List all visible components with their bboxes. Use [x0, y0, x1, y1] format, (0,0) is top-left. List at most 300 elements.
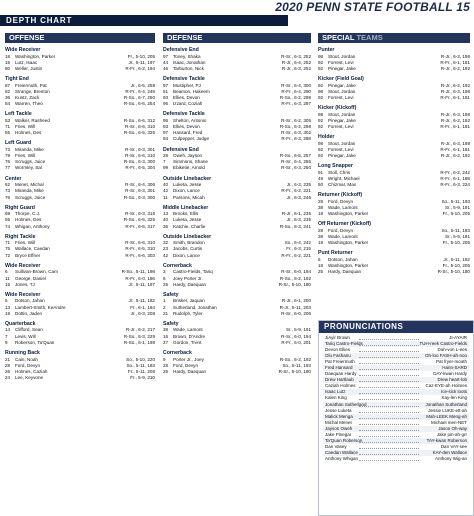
player-name: Devon Ellies — [325, 347, 351, 353]
player-class-size: R-Jr., 6-2, 192 — [440, 65, 470, 71]
jersey-number: 6 — [5, 269, 8, 275]
pronunciations-list — [319, 333, 473, 462]
jersey-number: 77 — [5, 165, 11, 171]
position-title: Cornerback — [163, 262, 192, 269]
pronunciation: Jason Oh-way — [438, 425, 467, 431]
player-class-size: So., 5-11, 193 — [441, 227, 470, 233]
player-class-size: R-Fr., 6-4, 249 — [125, 88, 155, 94]
player-name: Shelton, Antonio — [173, 117, 207, 123]
player-name: Pinegar, Jake — [328, 65, 356, 71]
player-name: Holmes, Des — [15, 130, 42, 136]
player-name: Walker, Rasheed — [15, 117, 50, 123]
player-name: Kalen King — [325, 395, 347, 401]
jersey-number: 26 — [5, 368, 11, 374]
jersey-number: 76 — [5, 159, 11, 165]
player-class-size: R-So., 6-5, 257 — [279, 153, 311, 159]
player-name: Washington, Parker — [328, 263, 369, 269]
player-class-size: R-Jr., 6-3, 252 — [281, 65, 311, 71]
player-class-size: R-Fr., 6-3, 224 — [440, 182, 470, 188]
offense-column — [5, 33, 155, 381]
player-name: Forrest, Levi — [328, 94, 354, 100]
jersey-number: 28 — [318, 198, 324, 204]
player-name: Ford, Devyn — [173, 362, 199, 368]
player-name: Culpepper, Judge — [173, 136, 210, 142]
pronunciation: Jonathan Sutherland — [425, 401, 467, 407]
jersey-number: 14 — [5, 327, 11, 333]
jersey-number: 11 — [163, 194, 168, 200]
player-row — [163, 282, 311, 288]
jersey-number: 42 — [163, 188, 169, 194]
jersey-number: 91 — [318, 169, 324, 175]
player-row — [5, 311, 155, 317]
dot-leader — [359, 402, 419, 407]
dot-leader — [359, 414, 419, 419]
player-name: Ellies, Devon — [173, 124, 200, 129]
dot-leader — [359, 353, 419, 358]
player-row — [5, 195, 155, 201]
jersey-number: 74 — [5, 223, 11, 229]
player-name: Ellies, Devon — [173, 94, 200, 100]
jersey-number: 95 — [163, 117, 169, 123]
player-name: Holmes, Caziah — [15, 368, 48, 374]
player-name: Pinegar, Jake — [328, 82, 356, 88]
pronunciation: Kay-len King — [441, 395, 467, 401]
player-class-size: Jr., 6-5, 258 — [130, 82, 155, 88]
dot-leader — [359, 389, 419, 394]
position-group — [163, 47, 311, 72]
player-row — [5, 165, 155, 171]
player-name: Kuntz, Zack — [15, 94, 40, 100]
jersey-number: 72 — [5, 252, 11, 258]
player-name: Wallace, Caedan — [15, 246, 50, 252]
jersey-number: 53 — [5, 117, 11, 123]
player-class-size: R-So., 6-2, 298 — [279, 124, 311, 129]
player-class-size: Fr., 6-3, 215 — [286, 246, 311, 252]
position-group — [5, 350, 155, 381]
position-group — [318, 163, 470, 188]
player-name: Washington, Parker — [328, 240, 369, 246]
player-name: Jones, TJ — [15, 281, 35, 287]
player-class-size: R-Sr., 6-0, 194 — [281, 269, 311, 275]
player-class-size: R-Sr., 5-10, 180 — [278, 368, 311, 374]
player-class-size: R-Sr., 6-3, 316 — [125, 211, 155, 217]
jersey-number: 50 — [318, 182, 324, 188]
player-class-size: R-Sr., 6-3, 252 — [281, 53, 311, 59]
player-name: Pinegar, Jake — [328, 117, 356, 123]
player-name: Sutherland, Jonathan — [173, 304, 217, 310]
dot-leader — [359, 341, 419, 346]
position-group — [318, 250, 470, 275]
player-class-size: R-Fr., 6-1, 181 — [440, 94, 470, 100]
player-class-size: R-So., 6-3, 241 — [279, 223, 311, 229]
player-class-size: R-Sr., 6-4, 306 — [125, 182, 155, 188]
player-name: Jake Pinegar — [325, 431, 352, 437]
player-row — [5, 224, 155, 230]
player-name: Cain, Noah — [15, 356, 38, 362]
player-class-size: Jr., 6-3, 246 — [286, 194, 311, 200]
player-name: Forrest, Levi — [328, 146, 354, 152]
jersey-number: 97 — [163, 82, 169, 88]
player-class-size: R-Sr., 6-3, 302 — [281, 130, 311, 136]
jersey-number: 92 — [318, 94, 324, 100]
dot-leader — [359, 438, 419, 443]
jersey-number: 55 — [5, 130, 11, 136]
player-class-size: R-Fr., 6-2, 221 — [281, 252, 311, 258]
player-name: Isaac Lutz — [325, 389, 346, 395]
player-class-size: R-Jr., 6-1, 200 — [281, 298, 311, 304]
position-group — [5, 111, 155, 136]
pronunciations-header: PRONUNCIATIONS — [319, 321, 473, 333]
jersey-number: 80 — [5, 65, 11, 71]
dot-leader — [359, 456, 419, 461]
pronunciation: TUH-reek Castro-Fields — [419, 341, 467, 347]
player-class-size: R-So., 5-11, 198 — [121, 269, 155, 275]
jersey-number: 9 — [5, 339, 8, 345]
player-class-size: Sr., 5-9, 191 — [444, 234, 470, 240]
position-group — [5, 76, 155, 107]
player-class-size: R-Fr., 6-0, 201 — [281, 339, 311, 345]
dot-leader — [359, 347, 419, 352]
player-name: Miranda, Mike — [15, 188, 44, 194]
player-class-size: R-So., 6-5, 325 — [123, 217, 155, 223]
player-name: Freiermuth, Pat — [15, 82, 47, 88]
player-name: Isaac, Jonathan — [173, 59, 206, 65]
jersey-number: 1 — [163, 298, 166, 304]
player-name: Sullivan-Brown, Cam — [15, 269, 58, 275]
jersey-number: 92 — [318, 59, 324, 65]
player-name: Chizmar, Max — [328, 182, 357, 188]
player-class-size: R-Sr., 6-6, 310 — [125, 124, 155, 129]
player-name: Dixon, Lance — [173, 188, 200, 194]
jersey-number: 93 — [163, 124, 169, 129]
player-name: Forrest, Levi — [328, 59, 354, 65]
position-title: Defensive End — [163, 146, 199, 153]
jersey-number: 7 — [163, 159, 166, 165]
position-group — [163, 76, 311, 107]
player-row — [163, 195, 311, 201]
jersey-number: 13 — [5, 304, 11, 310]
jersey-number: 18 — [318, 263, 324, 269]
player-name: Fries, Will — [15, 124, 36, 129]
jersey-number: 98 — [318, 53, 324, 59]
player-class-size: R-So., 6-6, 312 — [123, 117, 155, 123]
player-name: Jacobs, Curtis — [173, 246, 203, 252]
player-row — [318, 95, 470, 101]
player-class-size: R-Sr., 6-0, 206 — [281, 310, 311, 316]
jersey-number: 51 — [163, 88, 169, 94]
player-name: Whigan, Anthony — [15, 223, 50, 229]
dot-leader — [359, 426, 419, 431]
position-group — [5, 47, 155, 72]
depth-chart-banner — [0, 15, 288, 26]
position-group — [163, 234, 311, 259]
page-title: 2020 PENN STATE FOOTBALL 15 — [275, 0, 470, 14]
position-title: Defensive End — [163, 47, 199, 53]
position-title: Cornerback — [163, 350, 192, 356]
defense-header: DEFENSE — [163, 33, 311, 43]
player-name: Roberson, Ta'Quan — [15, 339, 55, 345]
jersey-number: 25 — [318, 269, 324, 275]
player-name: Wade, Lamont — [328, 205, 358, 210]
player-row — [5, 282, 155, 288]
player-name: Scruggs, Juice — [15, 159, 46, 165]
player-class-size: R-Fr., 6-1, 181 — [440, 146, 470, 152]
position-title: Outside Linebacker — [163, 233, 212, 240]
player-class-size: So., 5-10, 220 — [126, 356, 155, 362]
pronunciations-box — [318, 320, 474, 516]
player-name: Holmes, Des — [15, 217, 42, 223]
player-class-size: R-Jr., 6-1, 235 — [281, 211, 311, 217]
player-name: Dottin, Jaden — [15, 310, 43, 316]
player-name: Wright, Michael — [328, 175, 360, 181]
position-title: Running Back — [5, 350, 40, 356]
player-class-size: R-Sr., 6-6, 310 — [125, 240, 155, 246]
position-group — [5, 263, 155, 288]
jersey-number: 73 — [5, 188, 11, 194]
player-row — [5, 340, 155, 346]
jersey-number: 13 — [163, 211, 169, 217]
jersey-number: 87 — [5, 82, 11, 88]
jersey-number: 15 — [5, 281, 11, 287]
position-title: Right Tackle — [5, 233, 36, 240]
jersey-number: 28 — [318, 227, 324, 233]
position-title: Right Guard — [5, 204, 35, 211]
player-name: Stout, Jordan — [328, 53, 356, 59]
player-name: Ford, Devyn — [328, 227, 354, 233]
jersey-number: 69 — [5, 211, 11, 217]
position-group — [5, 176, 155, 201]
player-name: Lambert-Smith, KeAndre — [15, 304, 66, 310]
pronunciation: Drew heart-lob — [437, 377, 467, 383]
player-name: Jonathan Sutherland — [325, 401, 367, 407]
player-name: Olu Fashanu — [325, 353, 351, 359]
player-class-size: R-So., 6-3, 300 — [123, 194, 155, 200]
position-title: Kicker (Field Goal) — [318, 76, 364, 83]
player-row — [318, 124, 470, 130]
player-class-size: R-Jr., 6-2, 192 — [440, 117, 470, 123]
player-name: Pat Freiermuth — [325, 359, 355, 365]
player-class-size: R-Fr., 6-2, 242 — [440, 169, 470, 175]
position-group — [163, 292, 311, 317]
player-row — [163, 311, 311, 317]
jersey-number: 44 — [163, 59, 169, 65]
player-name: Hardy, Daequan — [328, 269, 362, 275]
dot-leader — [359, 420, 419, 425]
player-class-size: Fr., 5-11, 208 — [128, 368, 155, 374]
jersey-number: 97 — [163, 130, 169, 136]
player-class-size: R-Fr., 6-4, 290 — [281, 88, 311, 94]
pronunciation: TAY-kwan Roberson — [426, 437, 467, 443]
player-class-size: R-Sr., 5-10, 180 — [278, 281, 311, 287]
jersey-number: 23 — [163, 246, 169, 252]
jersey-number: 42 — [163, 252, 169, 258]
player-class-size: R-Fr., 6-5, 304 — [125, 165, 155, 171]
dot-leader — [359, 444, 419, 449]
player-row — [163, 136, 311, 142]
position-group — [318, 105, 470, 130]
player-name: Clifford, Sean — [15, 327, 43, 333]
player-row — [163, 165, 311, 171]
player-class-size: R-So., 6-5, 325 — [123, 130, 155, 136]
player-class-size: R-So., 6-2, 192 — [279, 275, 311, 281]
jersey-number: 99 — [163, 165, 169, 171]
player-class-size: R-Fr., 6-2, 221 — [281, 188, 311, 194]
jersey-number: 94 — [163, 136, 169, 142]
jersey-number: 62 — [5, 182, 11, 188]
position-group — [318, 192, 470, 217]
player-name: Malick Menga — [325, 413, 353, 419]
player-row — [318, 66, 470, 72]
player-name: Menet, Michal — [15, 182, 44, 188]
player-class-size: R-Fr., 6-6, 303 — [125, 252, 155, 258]
player-row — [5, 130, 155, 136]
dot-leader — [359, 365, 419, 370]
player-row — [5, 253, 155, 259]
player-class-size: R-So., 6-3, 229 — [123, 333, 155, 339]
jersey-number: 38 — [318, 234, 324, 240]
jersey-number: 92 — [318, 153, 324, 159]
player-name: Drew Hartlaub — [325, 377, 354, 383]
position-group — [318, 76, 470, 101]
player-row — [163, 340, 311, 346]
player-name: Wade, Lamont — [173, 327, 203, 333]
player-name: Brisker, Jaquan — [173, 298, 205, 304]
player-name: Levis, Will — [15, 333, 36, 339]
player-class-size: R-Jr., 5-11, 203 — [279, 304, 311, 310]
position-title: Outside Linebacker — [163, 175, 212, 182]
position-title: Defensive Tackle — [163, 111, 205, 118]
jersey-number: 19 — [5, 310, 11, 316]
player-class-size: R-Jr., 6-3, 198 — [440, 53, 470, 59]
dot-leader — [359, 383, 419, 388]
player-name: Ford, Devyn — [328, 198, 354, 204]
player-name: Warren, Theo — [15, 101, 43, 107]
jersey-number: 18 — [5, 53, 11, 59]
player-name: Washington, Parker — [328, 211, 369, 217]
offense-list — [5, 47, 155, 381]
jersey-number: 24 — [5, 375, 11, 381]
jersey-number: 32 — [163, 240, 169, 246]
jersey-number: 38 — [318, 205, 324, 210]
player-row — [5, 375, 155, 381]
dot-leader — [359, 432, 419, 437]
player-name: Mustipher, PJ — [173, 82, 201, 88]
position-title: Wide Receiver — [5, 291, 41, 298]
player-class-size: Sr., 5-9, 191 — [444, 205, 470, 210]
jersey-number: 93 — [163, 94, 169, 100]
player-name: Dixon, Lance — [173, 252, 200, 258]
player-row — [163, 101, 311, 107]
player-class-size: R-Fr., 6-5, 310 — [125, 246, 155, 252]
player-class-size: Jr., 5-11, 182 — [128, 298, 155, 304]
jersey-number: 55 — [5, 217, 11, 223]
player-name: Brooks, Ellis — [173, 211, 199, 217]
position-group — [5, 140, 155, 171]
position-title: Holder — [318, 134, 335, 141]
player-name: Scruggs, Juice — [15, 194, 46, 200]
player-name: Castro-Fields, Tariq — [173, 269, 213, 275]
position-group — [5, 234, 155, 259]
defense-list — [163, 47, 311, 375]
pronunciation-row — [323, 456, 469, 462]
player-row — [318, 240, 470, 246]
player-class-size: R-Jr., 6-4, 252 — [281, 59, 311, 65]
position-title: Defensive Tackle — [163, 76, 205, 83]
player-class-size: Jr., 6-3, 235 — [286, 182, 311, 188]
player-name: Stout, Jordan — [328, 140, 356, 146]
player-row — [5, 66, 155, 72]
player-class-size: R-Jr., 6-2, 217 — [125, 327, 155, 333]
player-name: Jayson Oweh — [325, 425, 353, 431]
jersey-number: 3 — [163, 269, 166, 275]
pronunciation: Anthony Wig-an — [434, 455, 467, 461]
position-title: Quarterback — [5, 320, 36, 327]
player-class-size: R-Sr., 6-4, 255 — [281, 159, 311, 165]
player-class-size: R-Fr., 6-3, 297 — [281, 101, 311, 107]
player-class-size: Fr., 5-10, 205 — [127, 53, 155, 59]
jersey-number: 28 — [163, 362, 169, 368]
jersey-number: 15 — [5, 59, 11, 65]
position-group — [5, 205, 155, 230]
player-class-size: R-Sr., 6-3, 250 — [281, 165, 311, 171]
player-class-size: R-Sr., 6-4, 300 — [281, 82, 311, 88]
player-name: Fries, Will — [15, 240, 36, 246]
jersey-number: 40 — [163, 217, 169, 223]
dot-leader — [359, 335, 419, 340]
jersey-number: 28 — [163, 153, 169, 159]
player-name: Ta'Quan Roberson — [325, 437, 363, 443]
player-row — [318, 182, 470, 188]
position-group — [163, 350, 311, 375]
player-name: Pinegar, Jake — [328, 153, 356, 159]
player-row — [163, 66, 311, 72]
player-class-size: Jr., 6-3, 235 — [286, 217, 311, 223]
pronunciation: Pat fryer-mooth — [435, 359, 467, 365]
position-title: Punter — [318, 47, 335, 53]
page-header — [0, 0, 474, 14]
position-group — [163, 111, 311, 142]
pronunciation: KAY-den Wallace — [432, 449, 467, 455]
player-name: Dan Vasey — [325, 443, 347, 449]
position-title: Wide Receiver — [5, 47, 41, 53]
player-row — [318, 269, 470, 275]
position-group — [163, 205, 311, 230]
player-class-size: Sr., 5-9, 191 — [285, 327, 311, 333]
player-class-size: R-Jr., 6-2, 192 — [440, 153, 470, 159]
player-row — [163, 369, 311, 375]
dot-leader — [359, 408, 419, 413]
jersey-number: 84 — [5, 101, 11, 107]
player-class-size: R-Sr., 5-10, 180 — [437, 269, 470, 275]
position-group — [5, 292, 155, 317]
player-class-size: R-So., 6-2, 192 — [279, 356, 311, 362]
player-class-size: R-Sr., 6-3, 301 — [125, 146, 155, 152]
special-label: SPECIAL — [322, 33, 355, 42]
player-name: Lutz, Isaac — [15, 59, 38, 65]
player-class-size: R-Jr., 6-3, 198 — [440, 111, 470, 117]
position-title: Safety — [163, 291, 179, 298]
player-class-size: R-Fr., 6-5, 317 — [125, 223, 155, 229]
jersey-number: 16 — [163, 333, 169, 339]
player-name: Katchie, Charlie — [173, 223, 206, 229]
player-name: Stoll, Chris — [328, 169, 351, 175]
player-name: Lee, Keyvone — [15, 375, 44, 381]
jersey-number: 97 — [163, 53, 169, 59]
player-class-size: Fr., 5-10, 205 — [442, 240, 470, 246]
jersey-number: 92 — [318, 117, 324, 123]
jersey-number: 5 — [318, 256, 321, 262]
player-name: Rudolph, Tyler — [173, 310, 203, 316]
